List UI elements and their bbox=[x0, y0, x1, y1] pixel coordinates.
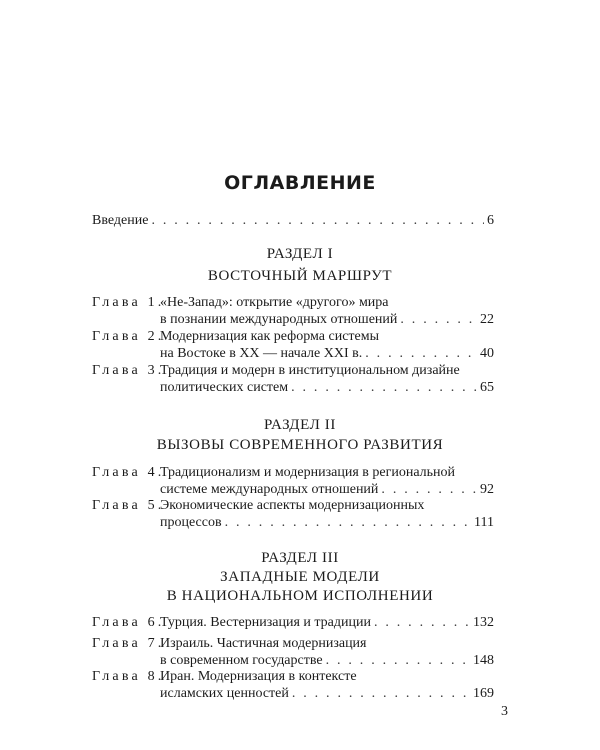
chapter-6-title: Турция. Вестернизация и традиции bbox=[160, 615, 371, 630]
chapter-prefix: Глава bbox=[92, 363, 141, 378]
chapter-label bbox=[92, 362, 165, 379]
chapter-2-title-line1: Модернизация как реформа системы bbox=[160, 329, 380, 344]
chapter-label bbox=[92, 328, 165, 345]
chapter-5-page-number: 111 bbox=[474, 515, 494, 530]
chapter-8-title-line1: Иран. Модернизация в контексте bbox=[160, 669, 357, 684]
chapter-4-title-line2: системе международных отношений bbox=[160, 482, 379, 497]
chapter-2-page-number: 40 bbox=[480, 346, 494, 361]
toc-entry-chapter-7 bbox=[160, 652, 494, 669]
chapter-number: 4. bbox=[147, 465, 165, 480]
leader-dots bbox=[400, 311, 477, 328]
chapter-5-title-line2: процессов bbox=[160, 515, 222, 530]
chapter-number: 7. bbox=[147, 636, 165, 651]
section-2-label: РАЗДЕЛ II bbox=[264, 417, 336, 433]
leader-dots bbox=[326, 652, 470, 669]
chapter-number: 5. bbox=[147, 498, 165, 513]
toc-entry-intro bbox=[92, 212, 494, 229]
chapter-4-page-number: 92 bbox=[480, 482, 494, 497]
chapter-prefix: Глава bbox=[92, 615, 141, 630]
chapter-prefix: Глава bbox=[92, 636, 141, 651]
intro-label: Введение bbox=[92, 213, 149, 228]
chapter-label bbox=[92, 635, 165, 652]
chapter-label bbox=[92, 497, 165, 514]
chapter-label bbox=[92, 464, 165, 481]
chapter-number: 3. bbox=[147, 363, 165, 378]
toc-entry-chapter-6 bbox=[160, 614, 494, 631]
toc-entry-chapter-2 bbox=[160, 345, 494, 362]
chapter-number: 1. bbox=[147, 295, 165, 310]
leader-dots bbox=[374, 614, 470, 631]
toc-entry-chapter-4 bbox=[160, 481, 494, 498]
toc-entry-chapter-5 bbox=[160, 514, 494, 531]
chapter-number: 6. bbox=[147, 615, 165, 630]
chapter-3-title-line1: Традиция и модерн в институциональном дизайне bbox=[160, 363, 460, 378]
chapter-number: 2. bbox=[147, 329, 165, 344]
chapter-8-page-number: 169 bbox=[473, 686, 494, 701]
chapter-6-page-number: 132 bbox=[473, 615, 494, 630]
section-3-title-line2: В НАЦИОНАЛЬНОМ ИСПОЛНЕНИИ bbox=[166, 588, 434, 604]
chapter-2-title-line2: на Востоке в XX — начале XXI в. bbox=[160, 346, 363, 361]
chapter-number: 8. bbox=[147, 669, 165, 684]
chapter-1-title-line1: «Не-Запад»: открытие «другого» мира bbox=[160, 295, 389, 310]
section-3-label: РАЗДЕЛ III bbox=[261, 550, 339, 566]
toc-entry-chapter-8 bbox=[160, 685, 494, 702]
leader-dots bbox=[365, 345, 477, 362]
chapter-prefix: Глава bbox=[92, 669, 141, 684]
chapter-1-page-number: 22 bbox=[480, 312, 494, 327]
chapter-prefix: Глава bbox=[92, 329, 141, 344]
chapter-4-title-line1: Традиционализм и модернизация в региональной bbox=[160, 465, 456, 480]
chapter-prefix: Глава bbox=[92, 498, 141, 513]
chapter-5-title-line1: Экономические аспекты модернизационных bbox=[160, 498, 425, 513]
page-folio-number: 3 bbox=[501, 704, 508, 719]
chapter-label bbox=[92, 614, 165, 631]
leader-dots bbox=[291, 379, 477, 396]
chapter-7-page-number: 148 bbox=[473, 653, 494, 668]
section-1-title: ВОСТОЧНЫЙ МАРШРУТ bbox=[207, 268, 393, 284]
chapter-7-title-line1: Израиль. Частичная модернизация bbox=[160, 636, 367, 651]
leader-dots bbox=[151, 212, 484, 229]
chapter-8-title-line2: исламских ценностей bbox=[160, 686, 289, 701]
section-1-label: РАЗДЕЛ I bbox=[266, 246, 334, 262]
chapter-3-title-line2: политических систем bbox=[160, 380, 289, 395]
section-3-title-line1: ЗАПАДНЫЕ МОДЕЛИ bbox=[220, 569, 380, 585]
toc-entry-chapter-1 bbox=[160, 311, 494, 328]
chapter-1-title-line2: в познании международных отношений bbox=[160, 312, 398, 327]
leader-dots bbox=[292, 685, 470, 702]
chapter-3-page-number: 65 bbox=[480, 380, 494, 395]
chapter-label bbox=[92, 294, 165, 311]
chapter-label bbox=[92, 668, 165, 685]
chapter-7-title-line2: в современном государстве bbox=[160, 653, 323, 668]
intro-page-number: 6 bbox=[487, 213, 494, 228]
leader-dots bbox=[225, 514, 471, 531]
leader-dots bbox=[381, 481, 477, 498]
page-title: ОГЛАВЛЕНИЕ bbox=[224, 172, 376, 194]
section-2-title: ВЫЗОВЫ СОВРЕМЕННОГО РАЗВИТИЯ bbox=[156, 437, 444, 453]
chapter-prefix: Глава bbox=[92, 295, 141, 310]
toc-entry-chapter-3 bbox=[160, 379, 494, 396]
chapter-prefix: Глава bbox=[92, 465, 141, 480]
